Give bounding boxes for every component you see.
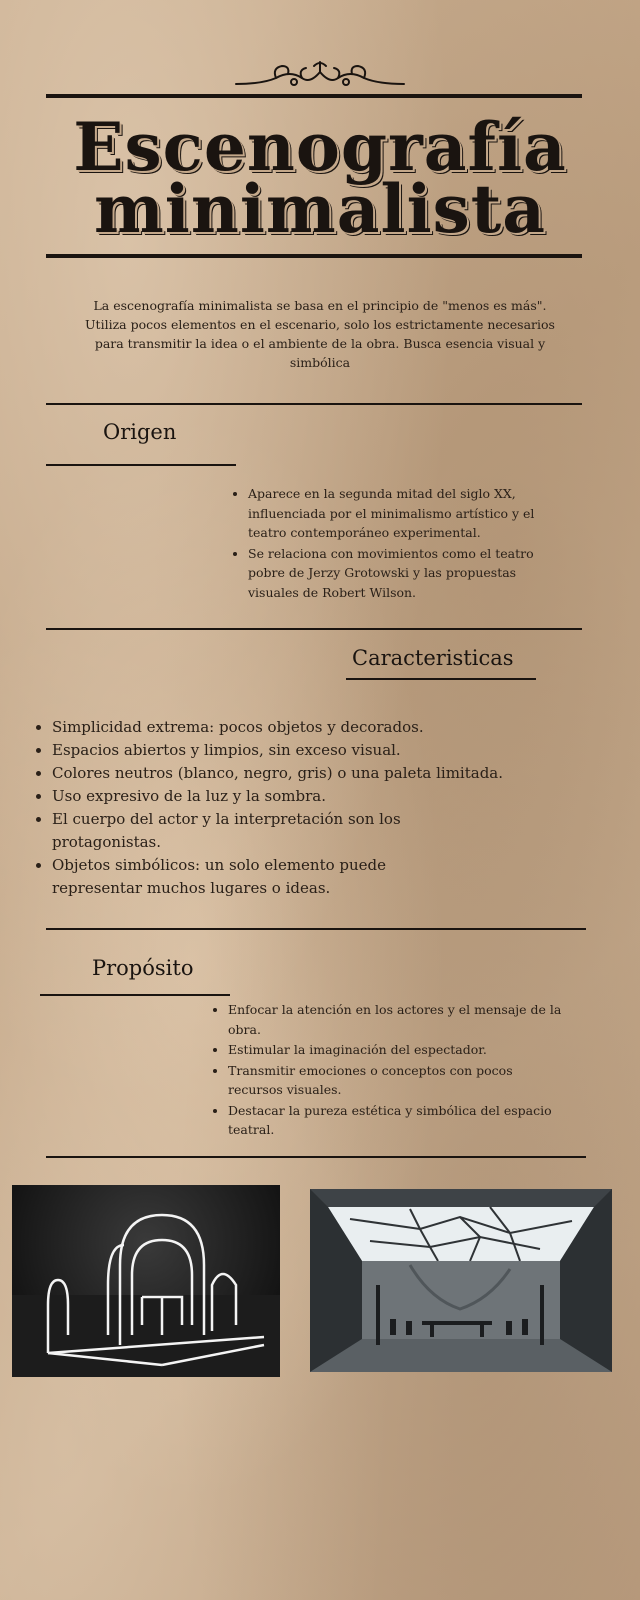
list-item: • Destacar la pureza estética y simbólica del espacio teatral. — [228, 1101, 568, 1140]
caracteristicas-heading: Caracteristicas — [352, 646, 514, 670]
list-item: • Aparece en la segunda mitad del siglo XX, influenciada por el minimalismo artístico y el teatro contemporáneo experimental. — [248, 484, 548, 543]
list-item: • El cuerpo del actor y la interpretación son los protagonistas. — [52, 808, 462, 854]
list-item: • Enfocar la atención en los actores y el mensaje de la obra. — [228, 1000, 568, 1039]
list-item: • Espacios abiertos y limpios, sin exceso visual. — [52, 739, 462, 762]
list-item: • Simplicidad extrema: pocos objetos y decorados. — [52, 716, 462, 739]
origen-list — [232, 484, 548, 603]
caracteristicas-underline — [346, 678, 536, 680]
section-divider — [46, 628, 582, 630]
section-divider — [46, 928, 586, 930]
list-item: • Transmitir emociones o conceptos con pocos recursos visuales. — [228, 1061, 568, 1100]
list-item: • Objetos simbólicos: un solo elemento puede representar muchos lugares o ideas. — [52, 854, 462, 900]
proposito-underline — [40, 994, 230, 996]
origen-heading: Origen — [103, 420, 177, 444]
list-item: • Uso expresivo de la luz y la sombra. — [52, 785, 462, 808]
page-title-line1: Escenografía — [73, 108, 567, 186]
flourish-ornament-icon — [232, 58, 408, 94]
intro-paragraph: La escenografía minimalista se basa en el principio de "menos es más". Utiliza pocos elementos en el escenario, solo los estrictamente necesarios para transmitir la idea o el ambiente de la obra. Busca esencia visual y simbólica — [85, 298, 555, 370]
list-item: • Estimular la imaginación del espectador. — [228, 1040, 568, 1060]
title-bottom-rule — [46, 254, 582, 258]
caracteristicas-list — [34, 716, 504, 900]
lit-ceiling-stage-photo — [310, 1189, 612, 1372]
proposito-heading: Propósito — [92, 956, 194, 980]
title-top-rule — [46, 94, 582, 98]
list-item: • Se relaciona con movimientos como el teatro pobre de Jerzy Grotowski y las propuestas visuales de Robert Wilson. — [248, 544, 548, 603]
origen-underline — [46, 464, 236, 466]
list-item: • Colores neutros (blanco, negro, gris) o una paleta limitada. — [52, 762, 462, 785]
page-title-line2: minimalista — [93, 170, 547, 248]
proposito-list — [212, 1000, 568, 1141]
section-divider — [46, 403, 582, 405]
neon-arches-stage-photo — [12, 1185, 280, 1377]
section-divider — [46, 1156, 586, 1158]
